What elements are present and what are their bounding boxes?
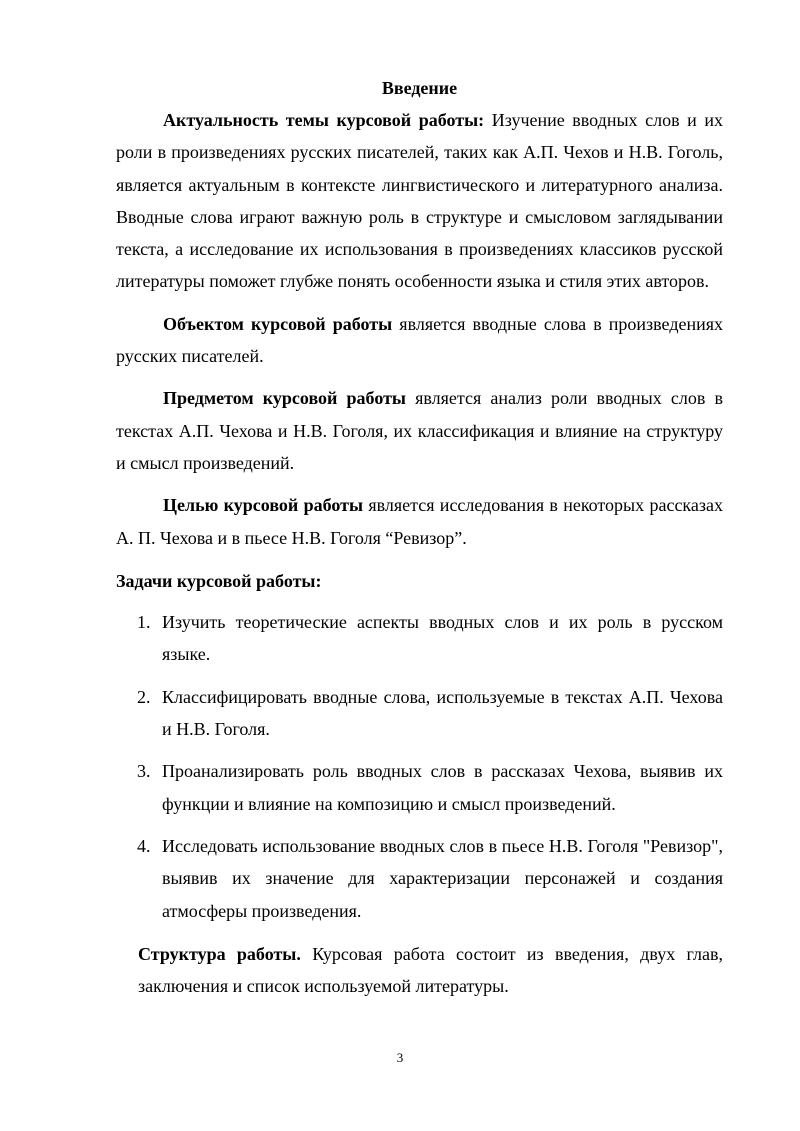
page-title: Введение: [381, 78, 458, 98]
list-item: [116, 681, 723, 746]
relevance-paragraph: [116, 104, 723, 298]
object-paragraph: [116, 308, 723, 373]
list-item-text: Исследовать использование вводных слов в пьесе Н.В. Гоголя "Ревизор", выявив их значение для характеризации персонажей и создания атмосферы произведения.: [162, 835, 723, 921]
structure-label: Структура работы.: [138, 943, 301, 964]
subject-text: является анализ роли вводных слов в текстах А.П. Чехова и Н.В. Гоголя, их классификация и влияние на структуру и смысл произведений.: [116, 388, 723, 473]
list-item: [116, 830, 723, 927]
list-item-number: 3.: [137, 761, 151, 782]
page-number: 3: [396, 1050, 404, 1065]
document-page: [116, 72, 723, 1002]
tasks-heading: Задачи курсовой работы:: [116, 570, 322, 591]
list-item: [116, 606, 723, 671]
list-item-number: 1.: [137, 612, 151, 633]
structure-text: Курсовая работа состоит из введения, двух глав, заключения и список используемой литературы.: [138, 943, 723, 997]
subject-paragraph: [116, 382, 723, 479]
relevance-text: Изучение вводных слов и их роли в произведениях русских писателей, таких как А.П. Чехов и Н.В. Гоголь, является актуальным в контексте лингвистического и литературного анализа. Вводные слова играют важную роль в структуре и смысловом заглядывании текста, а исследование их использования в произведениях классиков русской литературы поможет глубже понять особенности языка и стиля этих авторов.: [116, 110, 723, 292]
structure-paragraph: [116, 938, 723, 1003]
subject-label: Предметом курсовой работы: [163, 388, 406, 409]
list-item-number: 4.: [137, 835, 151, 856]
list-item-number: 2.: [137, 686, 151, 707]
list-item-text: Классифицировать вводные слова, используемые в текстах А.П. Чехова и Н.В. Гоголя.: [162, 686, 723, 740]
goal-label: Целью курсовой работы: [163, 495, 364, 516]
relevance-label: Актуальность темы курсовой работы:: [163, 110, 485, 130]
object-text: является вводные слова в произведениях русских писателей.: [116, 313, 724, 367]
goal-paragraph: [116, 489, 723, 554]
list-item: [116, 755, 723, 820]
tasks-list: [116, 606, 723, 927]
list-item-text: Изучить теоретические аспекты вводных слов и их роль в русском языке.: [162, 612, 723, 665]
list-item-text: Проанализировать роль вводных слов в рассказах Чехова, выявив их функции и влияние на композицию и смысл произведений.: [162, 761, 723, 814]
goal-text: является исследования в некоторых рассказах А. П. Чехова и в пьесе Н.В. Гоголя “Ревизор”.: [116, 495, 723, 548]
object-label: Объектом курсовой работы: [163, 313, 393, 334]
